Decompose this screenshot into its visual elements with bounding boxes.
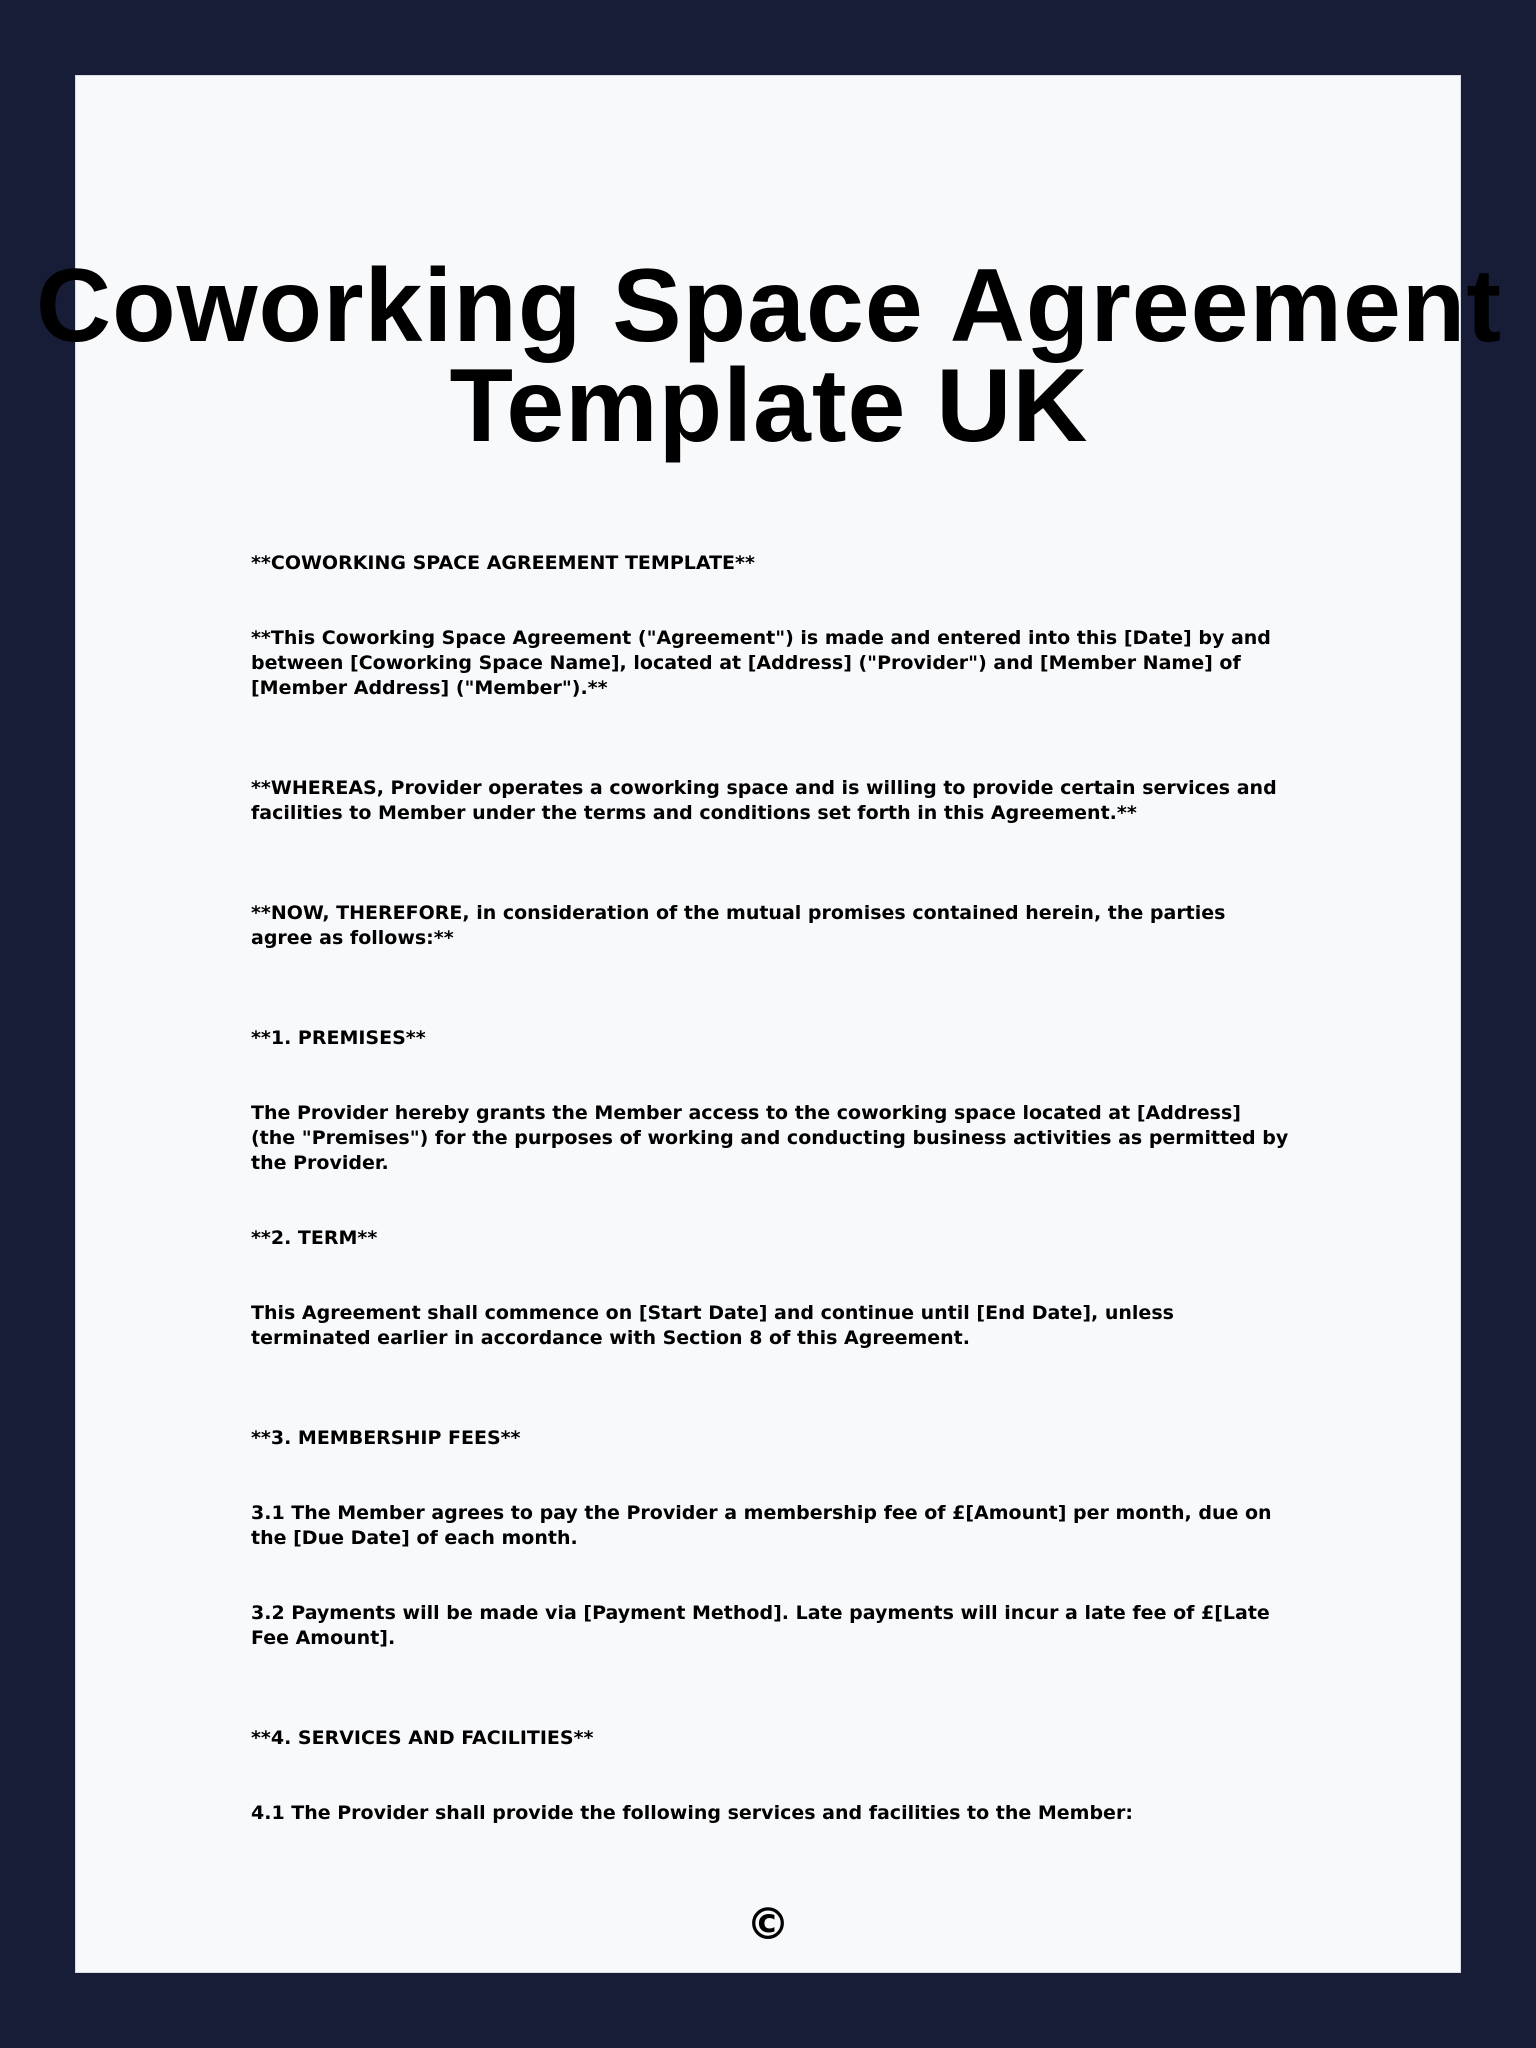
document-page [36,75,1502,1973]
premises-paragraph: The Provider hereby grants the Member access to the coworking space located at [Address] (the "Premises") for the purposes of working and conducting business activities as permitted by the Provider. [251,1102,1289,1174]
section-heading-term: **2. TERM** [251,1227,378,1249]
section-heading-services: **4. SERVICES AND FACILITIES** [251,1727,594,1749]
fees-paragraph-3-1: 3.1 The Member agrees to pay the Provider a membership fee of £[Amount] per month, due on the [Due Date] of each month. [251,1502,1272,1549]
services-paragraph-4-1: 4.1 The Provider shall provide the following services and facilities to the Member: [251,1802,1133,1824]
intro-paragraph: **This Coworking Space Agreement ("Agreement") is made and entered into this [Date] by and between [Coworking Space Name], located at [Address] ("Provider") and [Member Name] of [Member Address] ("Member").** [251,627,1271,699]
now-therefore-paragraph: **NOW, THEREFORE, in consideration of the mutual promises contained herein, the parties agree as follows:** [251,902,1226,949]
whereas-paragraph: **WHEREAS, Provider operates a coworking space and is willing to provide certain services and facilities to Member under the terms and conditions set forth in this Agreement.** [251,777,1277,824]
section-heading-premises: **1. PREMISES** [251,1027,426,1049]
document-title: Coworking Space Agreement Template UK [36,248,1502,464]
doc-heading: **COWORKING SPACE AGREEMENT TEMPLATE** [251,552,755,574]
term-paragraph: This Agreement shall commence on [Start Date] and continue until [End Date], unless terminated earlier in accordance with Section 8 of this Agreement. [251,1302,1174,1349]
copyright-icon: © [746,1899,790,1950]
section-heading-membership-fees: **3. MEMBERSHIP FEES** [251,1427,521,1449]
fees-paragraph-3-2: 3.2 Payments will be made via [Payment Method]. Late payments will incur a late fee of £[Late Fee Amount]. [251,1602,1270,1649]
